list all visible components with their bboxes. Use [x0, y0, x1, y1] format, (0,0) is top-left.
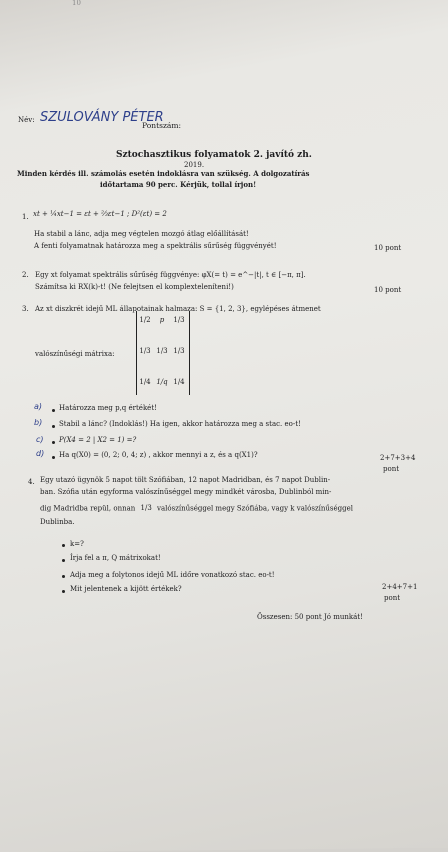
q4-line-2: ban. Szófia után egyforma valószínűséggel megy mindkét városba, Dublinból min- [40, 488, 332, 496]
q2-line-1: Egy xt folyamat spektrális sűrűség függvénye: φX(= t) = e^−|t|, t ∈ [−π, π]. [35, 271, 306, 279]
q4-fraction [141, 505, 152, 512]
q1-equation: xt + ¼xt−1 = εt + ⅔εt−1 ; D²(εt) = 2 [33, 210, 167, 218]
q4-item: Mit jelentenek a kijött értékek? [70, 585, 182, 593]
matrix-cell: 1/3 [156, 347, 168, 355]
q3-points-unit: pont [383, 465, 400, 473]
q3-item-mark: b) [34, 418, 43, 427]
bullet-icon [62, 559, 65, 562]
q2-number: 2. [22, 271, 29, 279]
bullet-icon [52, 456, 55, 459]
matrix-cell: 1/2 [139, 316, 151, 324]
bleed-through-marks: 10 [72, 0, 81, 7]
q3-item: Stabil a lánc? (Indoklás!) Ha igen, akkor határozza meg a stac. eo-t! [59, 420, 301, 428]
q4-item: Adja meg a folytonos idejű ML időre vonatkozó stac. eo-t! [70, 571, 275, 579]
q3-item-mark: a) [34, 402, 43, 411]
exam-title: Sztochasztikus folyamatok 2. javító zh. [116, 150, 312, 160]
q3-points: 2+7+3+4 [380, 454, 416, 462]
matrix-cell: 1/q [156, 378, 168, 386]
q3-item: P(X4 = 2 | X2 = 1) =? [59, 436, 137, 444]
bullet-icon [52, 425, 55, 428]
matrix-cell: 1/3 [139, 347, 151, 355]
q4-points-unit: pont [384, 594, 401, 602]
total-points: Összesen: 50 pont Jó munkát! [257, 613, 363, 621]
q1-number: 1. [22, 213, 29, 221]
q1-line-2: A fenti folyamatnak határozza meg a spektrális sűrűség függvényét! [34, 242, 277, 250]
q4-line-4: Dublinba. [40, 518, 75, 526]
q4-line-1: Egy utazó ügynök 5 napot tölt Szófiában, 12 napot Madridban, és 7 napot Dublin- [40, 476, 331, 484]
q3-item-mark: c) [36, 435, 44, 444]
q4-points: 2+4+7+1 [382, 583, 418, 591]
q3-matrix-label: valószínűségi mátrixa: [35, 350, 115, 358]
q4-line-3 [40, 505, 353, 513]
q2-points: 10 pont [374, 286, 402, 294]
q4-line-3-start: dig Madridba repül, onnan [40, 504, 136, 513]
transition-matrix [136, 311, 190, 395]
bullet-icon [62, 575, 65, 578]
matrix-cell: p [159, 316, 165, 324]
q4-number: 4. [28, 478, 35, 486]
matrix-cell: 1/4 [139, 378, 151, 386]
name-label: Név: [18, 116, 35, 124]
q1-points: 10 pont [374, 244, 402, 252]
q2-line-2: Számítsa ki RX(k)-t! (Ne felejtsen el komplexteleníteni!) [35, 283, 234, 291]
score-label: Pontszám: [142, 121, 182, 130]
q3-item-mark: d) [36, 449, 45, 458]
exam-year: 2019. [184, 161, 205, 169]
handwritten-name: SZULOVÁNY PÉTER [40, 110, 164, 125]
q4-item: Írja fel a π, Q mátrixokat! [70, 554, 161, 562]
instructions-line-2: időtartama 90 perc. Kérjük, tollal írjon! [100, 180, 257, 189]
bullet-icon [52, 409, 55, 412]
q4-fraction-value: 1/3 [140, 504, 152, 512]
q1-line-1: Ha stabil a lánc, adja meg végtelen mozgó átlag előállítását! [34, 230, 249, 238]
q4-item: k=? [70, 540, 84, 548]
matrix-cell: 1/3 [173, 347, 185, 355]
bullet-icon [62, 590, 65, 593]
q4-line-3-end: valószínűséggel megy Szófiába, vagy k valószínűséggel [157, 504, 353, 513]
q3-number: 3. [22, 305, 29, 313]
q3-intro: Az xt diszkrét idejű ML állapotainak halmaza: S = {1, 2, 3}, egylépéses átmenet [35, 305, 321, 313]
matrix-cell: 1/3 [173, 316, 185, 324]
bullet-icon [52, 441, 55, 444]
bullet-icon [62, 544, 65, 547]
instructions-line-1: Minden kérdés ill. számolás esetén indoklásra van szükség. A dolgozatírás [17, 169, 310, 178]
matrix-cell: 1/4 [173, 378, 185, 386]
q3-item: Ha q(X0) = (0, 2; 0, 4; z) , akkor mennyi a z, és a q(X1)? [59, 451, 258, 459]
q3-item: Határozza meg p,q értékét! [59, 404, 157, 412]
